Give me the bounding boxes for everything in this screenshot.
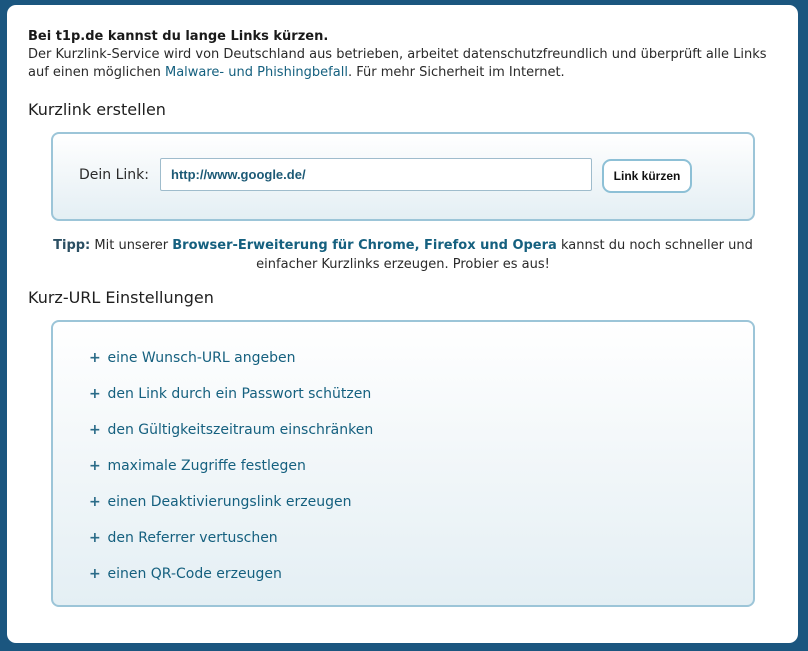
tip-text-end: kannst du noch schneller und einfacher Kurzlinks erzeugen. Probier es aus! <box>256 238 753 272</box>
intro-text-start: Der Kurzlink-Service wird von Deutschland aus betrieben, arbeitet datenschutzfreundlich und überprüft alle Links auf einen möglichen <box>28 47 767 80</box>
option-label: den Link durch ein Passwort schützen <box>107 386 372 402</box>
tip-text <box>51 236 755 274</box>
option-label: den Gültigkeitszeitraum einschränken <box>107 422 374 438</box>
plus-icon: + <box>89 386 101 402</box>
shorten-form-panel <box>51 132 755 221</box>
content-card <box>7 5 798 643</box>
intro-headline: Bei t1p.de kannst du lange Links kürzen. <box>28 29 329 44</box>
link-field-label: Dein Link: <box>79 167 149 183</box>
option-qr-code[interactable] <box>89 556 373 592</box>
plus-icon: + <box>89 530 101 546</box>
option-label: maximale Zugriffe festlegen <box>107 458 306 474</box>
shorten-link-button[interactable]: Link kürzen <box>602 159 692 193</box>
tip-text-start: Mit unserer <box>90 238 173 253</box>
option-deactivation-link[interactable] <box>89 484 373 520</box>
settings-panel <box>51 320 755 607</box>
option-max-access[interactable] <box>89 448 373 484</box>
option-label: einen QR-Code erzeugen <box>107 566 282 582</box>
plus-icon: + <box>89 494 101 510</box>
settings-option-list <box>89 340 373 592</box>
option-label: eine Wunsch-URL angeben <box>107 350 296 366</box>
option-validity-period[interactable] <box>89 412 373 448</box>
plus-icon: + <box>89 566 101 582</box>
tip-label: Tipp: <box>53 238 91 253</box>
option-label: einen Deaktivierungslink erzeugen <box>107 494 352 510</box>
url-input[interactable] <box>160 158 592 191</box>
option-hide-referrer[interactable] <box>89 520 373 556</box>
option-custom-url[interactable] <box>89 340 373 376</box>
intro-description <box>28 46 788 82</box>
intro-text-end: . Für mehr Sicherheit im Internet. <box>347 65 565 80</box>
plus-icon: + <box>89 350 101 366</box>
option-label: den Referrer vertuschen <box>107 530 278 546</box>
browser-extension-link[interactable]: Browser-Erweiterung für Chrome, Firefox und Opera <box>172 238 557 253</box>
create-section-title: Kurzlink erstellen <box>28 100 166 119</box>
malware-info-link[interactable]: Malware- und Phishingbefall <box>164 65 348 80</box>
settings-section-title: Kurz-URL Einstellungen <box>28 288 214 307</box>
plus-icon: + <box>89 458 101 474</box>
intro-text <box>28 28 788 82</box>
plus-icon: + <box>89 422 101 438</box>
option-password[interactable] <box>89 376 373 412</box>
